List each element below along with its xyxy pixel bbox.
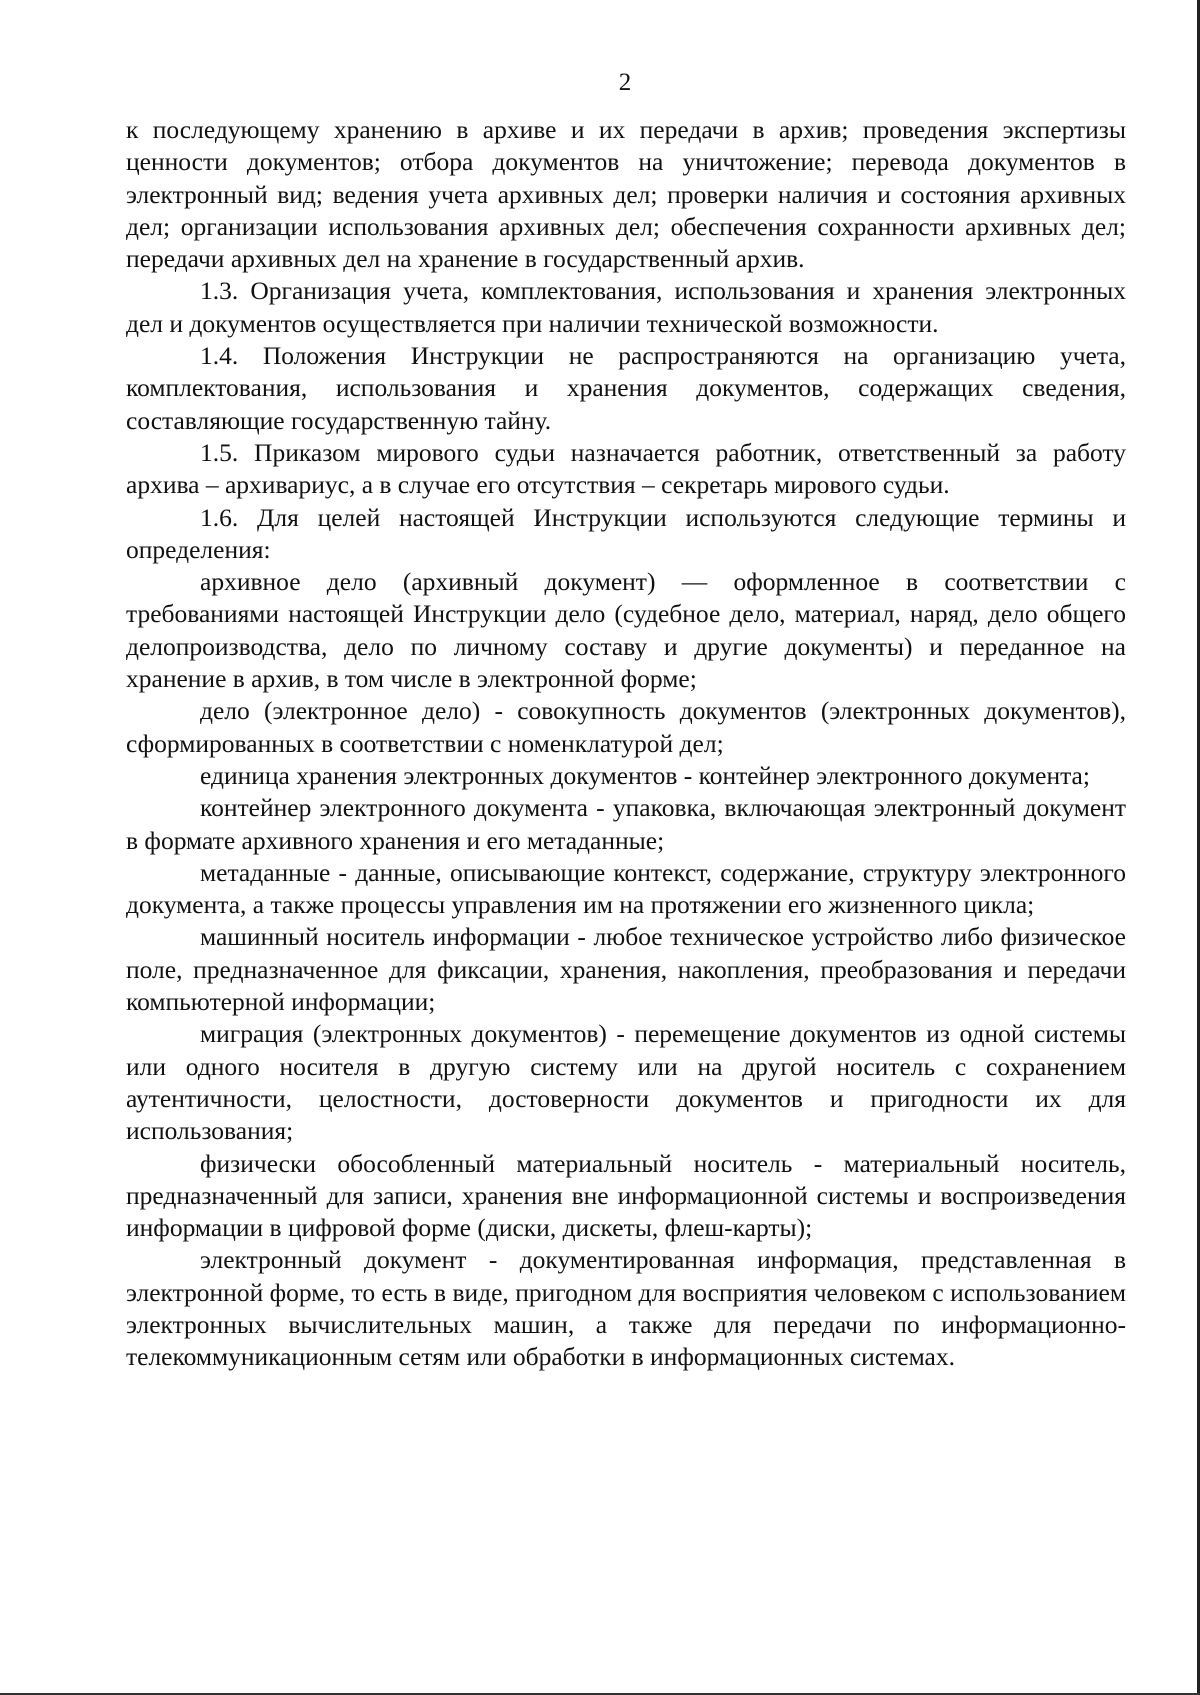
page-number: 2 xyxy=(618,69,632,96)
clause-1-6: 1.6. Для целей настоящей Инструкции используются следующие термины и определения: xyxy=(126,502,1126,564)
clause-1-5: 1.5. Приказом мирового судьи назначается работник, ответственный за работу архива – архивариус, а в случае его отсутствия – секретарь мирового судьи. xyxy=(126,437,1126,500)
clause-1-3: 1.3. Организация учета, комплектования, использования и хранения электронных дел и документов осуществляется при наличии технической возможности. xyxy=(126,276,1126,338)
term-case: дело (электронное дело) - совокупность документов (электронных документов), сформированных в соответствии с номенклатурой дел; xyxy=(126,696,1126,758)
term-migration: миграция (электронных документов) - перемещение документов из одной системы или одного носителя в другую систему или на другой носитель с сохранением аутентичности, целостности, достоверности документов и пригодности их для использования; xyxy=(126,1019,1126,1146)
document-body xyxy=(126,114,1126,1374)
term-archive-case: архивное дело (архивный документ) — оформленное в соответствии с требованиями настоящей Инструкции дело (судебное дело, материал, наряд, дело общего делопроизводства, дело по личному составу и другие документы) и переданное на хранение в архив, в том числе в электронной форме; xyxy=(126,567,1126,694)
term-physical-carrier: физически обособленный материальный носитель - материальный носитель, предназначенный для записи, хранения вне информационной системы и воспроизведения информации в цифровой форме (диски, дискеты, флеш-карты); xyxy=(126,1148,1126,1243)
term-machine-carrier: машинный носитель информации - любое техническое устройство либо физическое поле, предназначенное для фиксации, хранения, накопления, преобразования и передачи компьютерной информации; xyxy=(126,922,1126,1017)
term-electronic-document: электронный документ - документированная информация, представленная в электронной форме, то есть в виде, пригодном для восприятия человеком с использованием электронных вычислительных машин, а также для передачи по информационно-телекоммуникационным сетям или обработки в информационных системах. xyxy=(126,1245,1126,1372)
term-storage-unit: единица хранения электронных документов - контейнер электронного документа; xyxy=(200,760,1090,790)
term-metadata: метаданные - данные, описывающие контекст, содержание, структуру электронного документа, а также процессы управления им на протяжении его жизненного цикла; xyxy=(126,857,1126,920)
clause-1-4: 1.4. Положения Инструкции не распространяются на организацию учета, комплектования, использования и хранения документов, содержащих сведения, составляющие государственную тайну. xyxy=(126,341,1126,435)
paragraph-archive-procedures: к последующему хранению в архиве и их передачи в архив; проведения экспертизы ценности документов; отбора документов на уничтожение; перевода документов в электронный вид; ведения учета архивных дел; проверки наличия и состояния архивных дел; организации использования архивных дел; обеспечения сохранности архивных дел; передачи архивных дел на хранение в государственный архив. xyxy=(126,115,1126,274)
term-document-container: контейнер электронного документа - упаковка, включающая электронный документ в формате архивного хранения и его метаданные; xyxy=(126,793,1126,855)
